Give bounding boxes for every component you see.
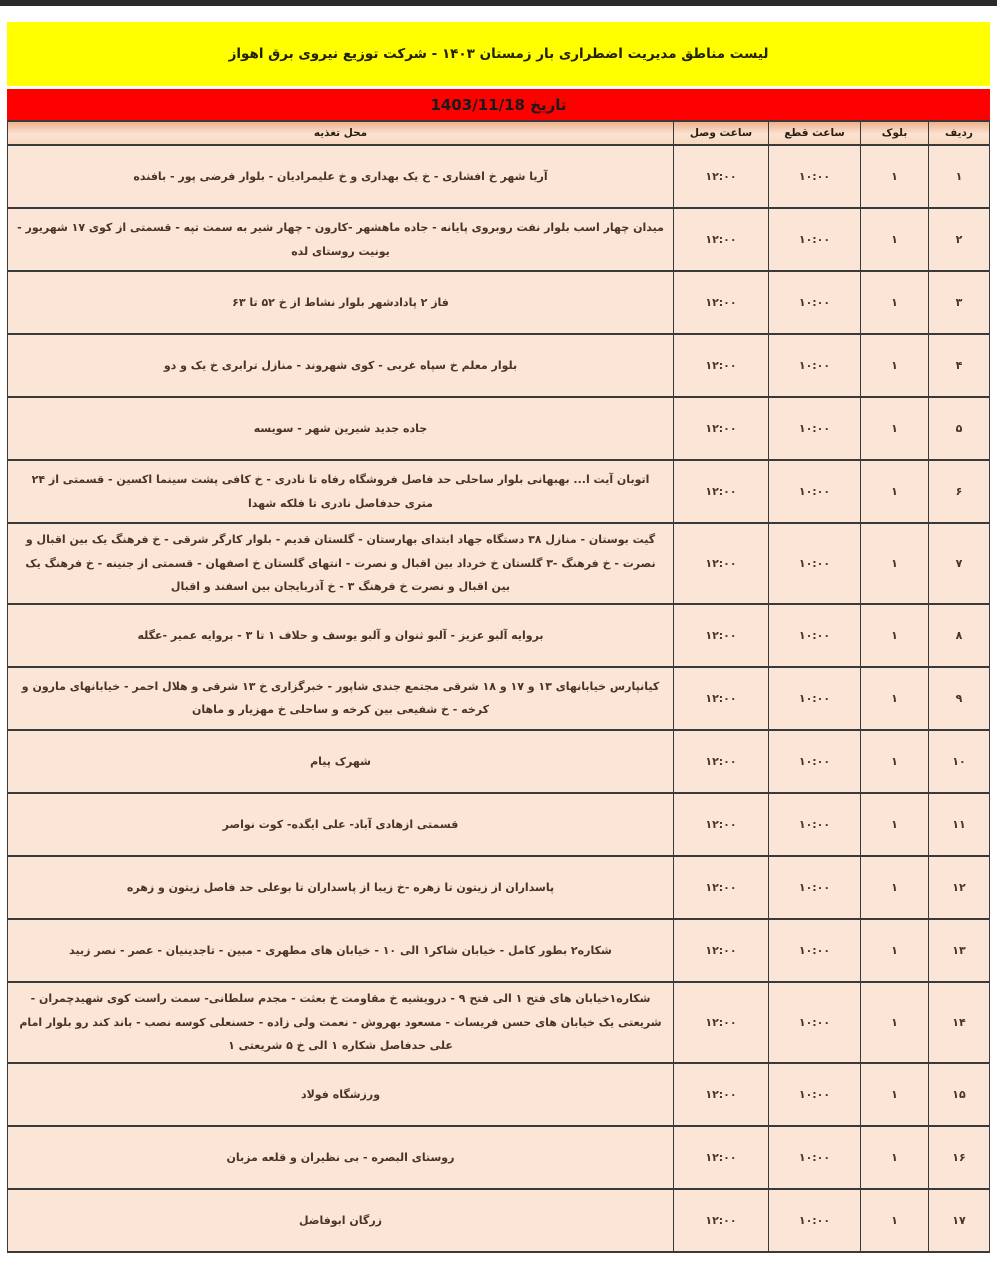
row-number-cell: ۹ — [929, 667, 990, 730]
cut-time-cell: ۱۰:۰۰ — [769, 919, 861, 982]
location-cell: آریا شهر خ افشاری - خ یک بهداری و خ علیمرادیان - بلوار فرضی پور - بافنده — [8, 145, 674, 208]
outage-schedule-table — [7, 120, 990, 1253]
row-number-cell: ۱۱ — [929, 793, 990, 856]
block-cell: ۱ — [861, 145, 929, 208]
location-cell: جاده جدید شیرین شهر - سویسه — [8, 397, 674, 460]
block-cell: ۱ — [861, 1063, 929, 1126]
cut-time-cell: ۱۰:۰۰ — [769, 271, 861, 334]
table-header — [8, 121, 990, 145]
block-cell: ۱ — [861, 1126, 929, 1189]
page-title: لیست مناطق مدیریت اضطراری بار زمستان ۱۴۰۳ - شرکت توزیع نیروی برق اهواز — [228, 46, 769, 62]
reconnect-time-cell: ۱۲:۰۰ — [674, 145, 769, 208]
table-row — [8, 334, 990, 397]
table-row — [8, 793, 990, 856]
table-row — [8, 604, 990, 667]
location-cell: شهرک پیام — [8, 730, 674, 793]
location-cell: اتوبان آیت ا... بهبهانی بلوار ساحلی حد فاصل فروشگاه رفاه تا نادری - خ کافی پشت سینما اکسین - قسمتی از ۲۴ متری حدفاصل نادری تا فلکه شهدا — [8, 460, 674, 523]
row-number-cell: ۱ — [929, 145, 990, 208]
block-cell: ۱ — [861, 856, 929, 919]
cut-time-cell: ۱۰:۰۰ — [769, 460, 861, 523]
cut-time-cell: ۱۰:۰۰ — [769, 793, 861, 856]
table-row — [8, 982, 990, 1063]
row-number-cell: ۲ — [929, 208, 990, 271]
reconnect-time-cell: ۱۲:۰۰ — [674, 1126, 769, 1189]
block-cell: ۱ — [861, 460, 929, 523]
reconnect-time-cell: ۱۲:۰۰ — [674, 856, 769, 919]
reconnect-time-cell: ۱۲:۰۰ — [674, 271, 769, 334]
header-reconnect-time: ساعت وصل — [674, 121, 769, 145]
table-row — [8, 919, 990, 982]
header-row — [8, 121, 990, 145]
reconnect-time-cell: ۱۲:۰۰ — [674, 793, 769, 856]
reconnect-time-cell: ۱۲:۰۰ — [674, 397, 769, 460]
block-cell: ۱ — [861, 1189, 929, 1252]
location-cell: بلوار معلم خ سپاه غربی - کوی شهروند - منازل ترابری خ یک و دو — [8, 334, 674, 397]
block-cell: ۱ — [861, 793, 929, 856]
reconnect-time-cell: ۱۲:۰۰ — [674, 523, 769, 604]
cut-time-cell: ۱۰:۰۰ — [769, 523, 861, 604]
reconnect-time-cell: ۱۲:۰۰ — [674, 334, 769, 397]
block-cell: ۱ — [861, 271, 929, 334]
cut-time-cell: ۱۰:۰۰ — [769, 334, 861, 397]
cut-time-cell: ۱۰:۰۰ — [769, 730, 861, 793]
block-cell: ۱ — [861, 397, 929, 460]
reconnect-time-cell: ۱۲:۰۰ — [674, 919, 769, 982]
page-content — [0, 22, 997, 1253]
location-cell: شکاره۱خیابان های فتح ۱ الی فتح ۹ - درویشیه خ مقاومت خ بعثت - مجدم سلطانی- سمت راست کوی شهیدچمران - شریعتی یک خیابان های حسن فریسات - مسعود بهروش - نعمت ولی زاده - حسنعلی کوسه نصب - باند کند رو بلوار امام علی حدفاصل شکاره ۱ الی خ ۵ شریعتی ۱ — [8, 982, 674, 1063]
cut-time-cell: ۱۰:۰۰ — [769, 604, 861, 667]
table-body — [8, 145, 990, 1252]
row-number-cell: ۱۳ — [929, 919, 990, 982]
reconnect-time-cell: ۱۲:۰۰ — [674, 730, 769, 793]
row-number-cell: ۱۰ — [929, 730, 990, 793]
block-cell: ۱ — [861, 982, 929, 1063]
block-cell: ۱ — [861, 334, 929, 397]
row-number-cell: ۳ — [929, 271, 990, 334]
table-row — [8, 271, 990, 334]
cut-time-cell: ۱۰:۰۰ — [769, 397, 861, 460]
cut-time-cell: ۱۰:۰۰ — [769, 982, 861, 1063]
block-cell: ۱ — [861, 919, 929, 982]
reconnect-time-cell: ۱۲:۰۰ — [674, 667, 769, 730]
row-number-cell: ۷ — [929, 523, 990, 604]
cut-time-cell: ۱۰:۰۰ — [769, 1126, 861, 1189]
reconnect-time-cell: ۱۲:۰۰ — [674, 460, 769, 523]
location-cell: فاز ۲ پادادشهر بلوار نشاط از خ ۵۲ تا ۶۳ — [8, 271, 674, 334]
header-row-number: ردیف — [929, 121, 990, 145]
table-row — [8, 460, 990, 523]
row-number-cell: ۱۲ — [929, 856, 990, 919]
row-number-cell: ۴ — [929, 334, 990, 397]
location-cell: قسمتی ازهادی آباد- علی ایگده- کوت نواصر — [8, 793, 674, 856]
header-cut-time: ساعت قطع — [769, 121, 861, 145]
location-cell: پاسداران از زیتون تا زهره -خ زیبا از پاسداران تا بوعلی حد فاصل زیتون و زهره — [8, 856, 674, 919]
cut-time-cell: ۱۰:۰۰ — [769, 145, 861, 208]
location-cell: کیانپارس خیابانهای ۱۳ و ۱۷ و ۱۸ شرقی مجتمع جندی شاپور - خبرگزاری خ ۱۳ شرقی و هلال احمر - خیابانهای مارون و کرخه - خ شفیعی بین کرخه و ساحلی خ مهزیار و ماهان — [8, 667, 674, 730]
location-cell: بروایه آلبو عزیز - آلبو ثنوان و آلبو یوسف و حلاف ۱ تا ۳ - بروایه عمیر -عگله — [8, 604, 674, 667]
table-row — [8, 667, 990, 730]
table-row — [8, 208, 990, 271]
block-cell: ۱ — [861, 730, 929, 793]
table-row — [8, 1063, 990, 1126]
reconnect-time-cell: ۱۲:۰۰ — [674, 604, 769, 667]
block-cell: ۱ — [861, 523, 929, 604]
top-window-strip — [0, 0, 997, 6]
table-row — [8, 1126, 990, 1189]
reconnect-time-cell: ۱۲:۰۰ — [674, 982, 769, 1063]
header-block: بلوک — [861, 121, 929, 145]
block-cell: ۱ — [861, 667, 929, 730]
row-number-cell: ۱۷ — [929, 1189, 990, 1252]
cut-time-cell: ۱۰:۰۰ — [769, 1063, 861, 1126]
cut-time-cell: ۱۰:۰۰ — [769, 208, 861, 271]
cut-time-cell: ۱۰:۰۰ — [769, 856, 861, 919]
location-cell: گیت بوستان - منازل ۳۸ دستگاه جهاد ابتدای بهارستان - گلستان قدیم - بلوار کارگر شرقی - خ فرهنگ یک بین اقبال و نصرت - خ فرهنگ -۳ گلستان خ خرداد بین اقبال و نصرت - انتهای گلستان خ اصفهان - قسمتی از جنینه - خ فرهنگ یک بین اقبال و نصرت خ فرهنگ ۳ - خ آذربایجان بین اسفند و اقبال — [8, 523, 674, 604]
row-number-cell: ۱۵ — [929, 1063, 990, 1126]
row-number-cell: ۸ — [929, 604, 990, 667]
table-row — [8, 856, 990, 919]
header-location: محل تغذیه — [8, 121, 674, 145]
row-number-cell: ۱۴ — [929, 982, 990, 1063]
row-number-cell: ۶ — [929, 460, 990, 523]
reconnect-time-cell: ۱۲:۰۰ — [674, 1063, 769, 1126]
block-cell: ۱ — [861, 208, 929, 271]
location-cell: زرگان ابوفاضل — [8, 1189, 674, 1252]
table-row — [8, 145, 990, 208]
table-row — [8, 730, 990, 793]
reconnect-time-cell: ۱۲:۰۰ — [674, 1189, 769, 1252]
cut-time-cell: ۱۰:۰۰ — [769, 667, 861, 730]
location-cell: ورزشگاه فولاد — [8, 1063, 674, 1126]
location-cell: شکاره۲ بطور کامل - خیابان شاکر۱ الی ۱۰ - خیابان های مطهری - مبین - تاجدینیان - عصر - نصر زبید — [8, 919, 674, 982]
title-banner — [7, 22, 990, 86]
block-cell: ۱ — [861, 604, 929, 667]
date-label: تاریخ 1403/11/18 — [430, 95, 567, 114]
cut-time-cell: ۱۰:۰۰ — [769, 1189, 861, 1252]
table-row — [8, 523, 990, 604]
table-row — [8, 397, 990, 460]
reconnect-time-cell: ۱۲:۰۰ — [674, 208, 769, 271]
row-number-cell: ۱۶ — [929, 1126, 990, 1189]
date-banner — [7, 89, 990, 120]
location-cell: روستای البصره - بی نظیران و قلعه مزبان — [8, 1126, 674, 1189]
row-number-cell: ۵ — [929, 397, 990, 460]
table-row — [8, 1189, 990, 1252]
location-cell: میدان چهار اسب بلوار نفت روبروی پایانه - جاده ماهشهر -کارون - چهار شیر به سمت تپه - قسمتی از کوی ۱۷ شهریور - یونیت روستای لده — [8, 208, 674, 271]
